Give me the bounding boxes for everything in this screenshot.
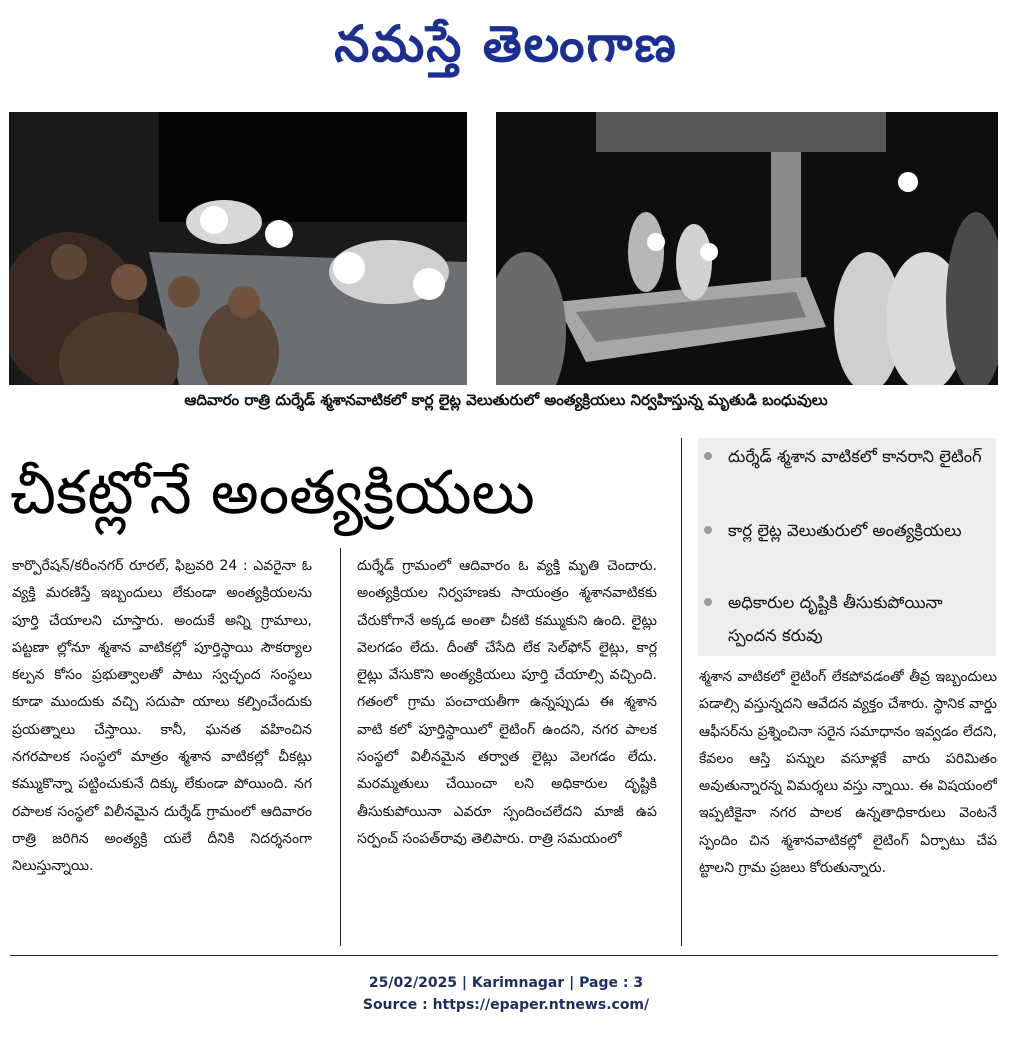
highlight-text: కార్ల లైట్ల వెలుతురులో అంత్యక్రియలు	[728, 521, 962, 540]
highlight-item	[704, 586, 990, 652]
highlights-box	[698, 438, 996, 656]
cremation-night-photo-icon	[496, 112, 998, 385]
photo-caption: ఆదివారం రాత్రి దుర్శేడ్ శ్మశానవాటికలో కార్ల లైట్ల వెలుతురులో అంత్యక్రియలు నిర్వహిస్తున్న మృతుడి బంధువులు	[184, 391, 828, 409]
car-headlights-photo-icon	[9, 112, 467, 385]
footer	[0, 972, 1012, 1016]
highlight-item	[704, 440, 990, 473]
photo-left	[9, 112, 467, 385]
footer-divider	[10, 955, 998, 956]
article-column-1: కార్పొరేషన్/కరీంనగర్ రూరల్, ఫిబ్రవరి 24 : ఎవరైనా ఓ వ్యక్తి మరణిస్తే ఇబ్బందులు లేకుండా అంత్యక్రియలను పూర్తి చేయాలని చూస్తారు. అందుకే అన్ని గ్రామాలు, పట్టణా ల్లోనూ శ్మశాన వాటికల్లో పూర్తిస్థాయి సౌకర్యాల కల్పన కోసం ప్రభుత్వాలతో పాటు స్వచ్ఛంద సంస్థలు కూడా ముందుకు వచ్చి సదుపా యాలు కల్పించేందుకు ప్రయత్నాలు చేస్తాయి. కానీ, ఘనత వహించిన నగరపాలక సంస్థలో మాత్రం శ్మశాన వాటికల్లో చీకట్లు కమ్ముకొన్నా పట్టించుకునే దిక్కు లేకుండా పోయింది. నగ రపాలక సంస్థలో విలీనమైన దుర్శేడ్ గ్రామంలో ఆదివారం రాత్రి జరిగిన అంత్యక్రి యలే దీనికి నిదర్శనంగా నిలుస్తున్నాయి.	[12, 558, 312, 875]
column-divider	[681, 438, 682, 946]
headline: చీకట్లోనే అంత్యక్రియలు	[10, 458, 535, 528]
bullet-icon	[704, 598, 712, 606]
footer-edition-info: 25/02/2025 | Karimnagar | Page : 3	[368, 975, 644, 991]
highlight-item	[704, 514, 990, 547]
column-divider	[340, 548, 341, 946]
footer-source-link[interactable]: Source : https://epaper.ntnews.com/	[362, 997, 650, 1013]
masthead-title: నమస్తే తెలంగాణ	[334, 15, 678, 73]
article-column-3: శ్మశాన వాటికలో లైటింగ్ లేకపోవడంతో తీవ్ర ఇబ్బందులు పడాల్సి వస్తున్నదని ఆవేదన వ్యక్తం చేశారు. స్థానిక వార్డు ఆఫీసర్‌ను ప్రశ్నించినా సరైన సమాధానం ఇవ్వడం లేదని, కేవలం ఆస్తి పన్నుల వసూళ్లకే వారు పరిమితం అవుతున్నారన్న విమర్శలు వస్తు న్నాయి. ఈ విషయంలో ఇప్పటికైనా నగర పాలక ఉన్నతాధికారులు వెంటనే స్పందిం చిన శ్మశానవాటికల్లో లైటింగ్ ఏర్పాటు చేప ట్టాలని గ్రామ ప్రజలు కోరుతున్నారు.	[699, 669, 997, 877]
photo-right	[496, 112, 998, 385]
highlight-text: అధికారుల దృష్టికి తీసుకుపోయినా స్పందన కరువు	[728, 593, 943, 645]
article-column-2: దుర్శేడ్ గ్రామంలో ఆదివారం ఓ వ్యక్తి మృతి చెందారు. అంత్యక్రియల నిర్వహణకు సాయంత్రం శ్మశానవాటికకు చేరుకోగానే అక్కడ అంతా చీకటి కమ్ముకుని ఉంది. లైట్లు వెలగడం లేదు. దీంతో చేసేది లేక సెల్‌ఫోన్ లైట్లు, కార్ల లైట్లు వేసుకొని అంత్యక్రియలు పూర్తి చేయాల్సి వచ్చింది. గతంలో గ్రామ పంచాయతీగా ఉన్నప్పుడు ఈ శ్మశాన వాటి కలో పూర్తిస్థాయిలో లైటింగ్ ఉందని, నగర పాలక సంస్థలో విలీనమైన తర్వాత లైట్లు వెలగడం లేదు. మరమ్మతులు చేయించా లని అధికారుల దృష్టికి తీసుకుపోయినా ఎవరూ స్పందించలేదని మాజీ ఉప సర్పంచ్ సంపత్‌రావు తెలిపారు. రాత్రి సమయంలో	[357, 558, 657, 847]
bullet-icon	[704, 526, 712, 534]
bullet-icon	[704, 452, 712, 460]
highlight-text: దుర్శేడ్ శ్మశాన వాటికలో కానరాని లైటింగ్	[728, 447, 982, 466]
